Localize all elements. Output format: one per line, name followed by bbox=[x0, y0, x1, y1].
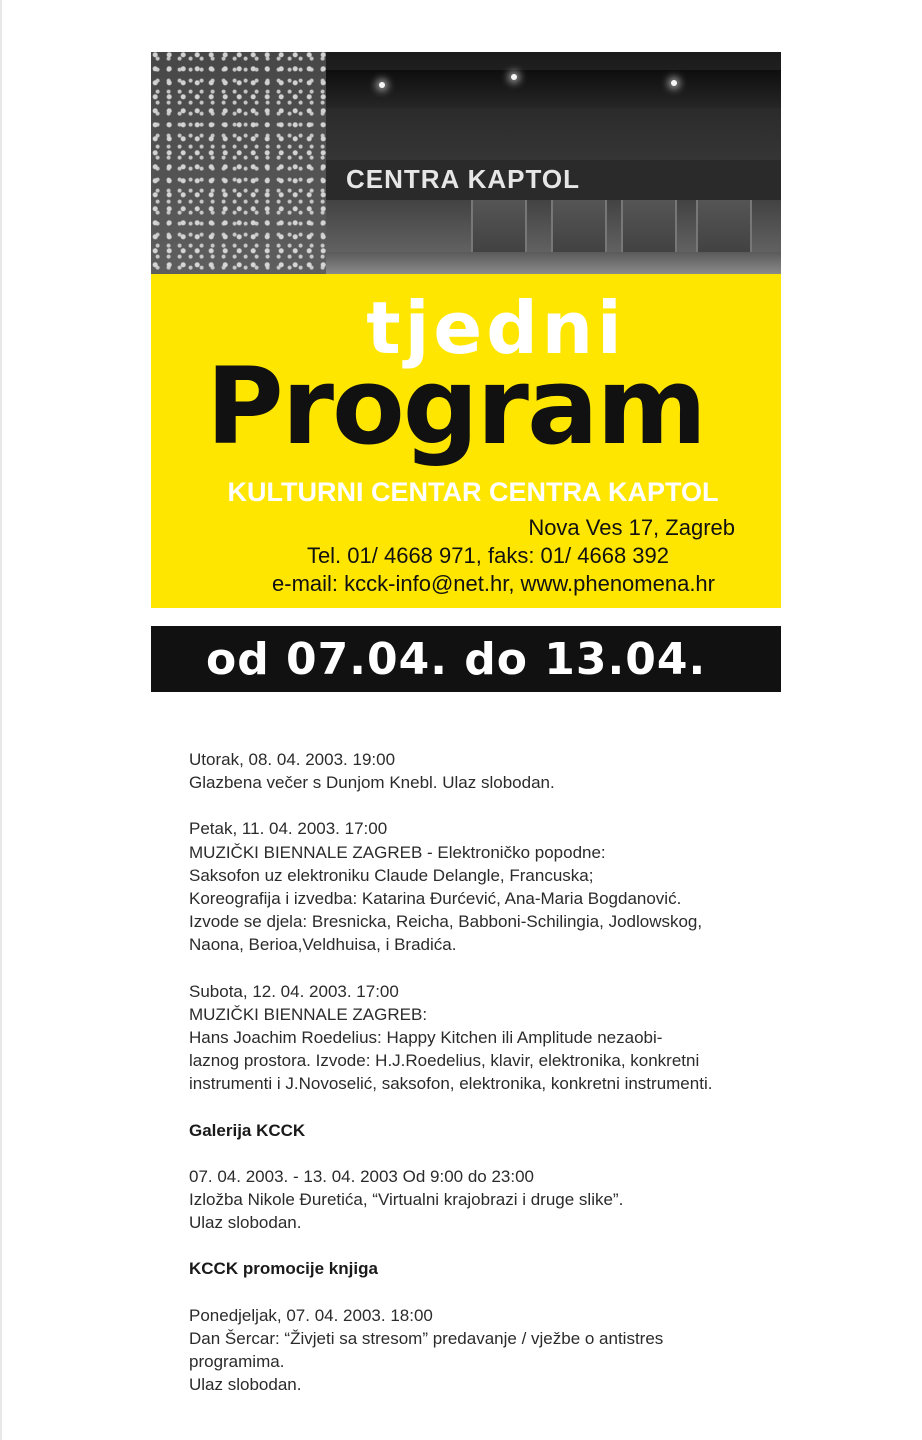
event-line: MUZIČKI BIENNALE ZAGREB: bbox=[189, 1004, 428, 1024]
photo-lamp bbox=[671, 80, 677, 86]
email-web: e-mail: kcck-info@net.hr, www.phenomena.hr bbox=[272, 571, 715, 596]
event-line: Ulaz slobodan. bbox=[189, 1375, 302, 1395]
date-range: od 07.04. do 13.04. bbox=[206, 634, 707, 685]
photo-lamp bbox=[511, 74, 517, 80]
books-event bbox=[189, 1304, 789, 1397]
event-line: instrumenti i J.Novoselić, saksofon, elektronika, konkretni instrumenti. bbox=[189, 1074, 713, 1094]
title-block bbox=[151, 274, 781, 608]
address: Nova Ves 17, Zagreb bbox=[528, 515, 735, 540]
event-datetime: Ponedjeljak, 07. 04. 2003. 18:00 bbox=[189, 1305, 433, 1325]
event-line: Saksofon uz elektroniku Claude Delangle, Francuska; bbox=[189, 865, 594, 885]
photo-canopy bbox=[291, 70, 781, 108]
event-line: Dan Šercar: “Živjeti sa stresom” predavanje / vježbe o antistres bbox=[189, 1328, 664, 1348]
event-line: Naona, Berioa,Veldhuisa, i Bradića. bbox=[189, 935, 457, 955]
event-line: Koreografija i izvedba: Katarina Đurćević, Ana-Maria Bogdanović. bbox=[189, 889, 682, 909]
event-line: Glazbena večer s Dunjom Knebl. Ulaz slobodan. bbox=[189, 773, 555, 793]
event-line: Izložba Nikole Đuretića, “Virtualni krajobrazi i druge slike”. bbox=[189, 1190, 624, 1210]
photo-sign-text: CENTRA KAPTOL bbox=[346, 164, 580, 194]
event-datetime: Petak, 11. 04. 2003. 17:00 bbox=[189, 819, 388, 839]
date-range-bar bbox=[151, 626, 781, 692]
gallery-title: Galerija KCCK bbox=[189, 1120, 306, 1140]
event-item bbox=[189, 817, 789, 956]
phone-fax: Tel. 01/ 4668 971, faks: 01/ 4668 392 bbox=[306, 543, 669, 568]
title-program: Program bbox=[206, 345, 705, 468]
event-item bbox=[189, 748, 789, 794]
event-line: Ulaz slobodan. bbox=[189, 1213, 302, 1233]
photo-tree bbox=[151, 52, 326, 274]
books-title: KCCK promocije knjiga bbox=[189, 1259, 378, 1279]
event-datetime: Subota, 12. 04. 2003. 17:00 bbox=[189, 981, 399, 1001]
event-line: laznog prostora. Izvode: H.J.Roedelius, klavir, elektronika, konkretni bbox=[189, 1051, 700, 1071]
event-line: programima. bbox=[189, 1352, 285, 1372]
event-datetime: 07. 04. 2003. - 13. 04. 2003 Od 9:00 do 23:00 bbox=[189, 1166, 534, 1186]
event-datetime: Utorak, 08. 04. 2003. 19:00 bbox=[189, 750, 396, 769]
schedule bbox=[189, 748, 789, 1419]
event-item bbox=[189, 980, 789, 1096]
event-line: MUZIČKI BIENNALE ZAGREB - Elektroničko popodne: bbox=[189, 842, 606, 862]
photo-floor bbox=[326, 252, 781, 274]
event-line: Hans Joachim Roedelius: Happy Kitchen ili Amplitude nezaobi- bbox=[189, 1028, 663, 1048]
title-tjedni: tjedni bbox=[366, 286, 626, 370]
event-line: Izvode se djela: Bresnicka, Reicha, Babboni-Schilingia, Jodlowskog, bbox=[189, 912, 703, 932]
gallery-event bbox=[189, 1165, 789, 1235]
header-photo bbox=[151, 52, 781, 274]
organization-name: KULTURNI CENTAR CENTRA KAPTOL bbox=[227, 477, 719, 507]
photo-lamp bbox=[379, 82, 385, 88]
